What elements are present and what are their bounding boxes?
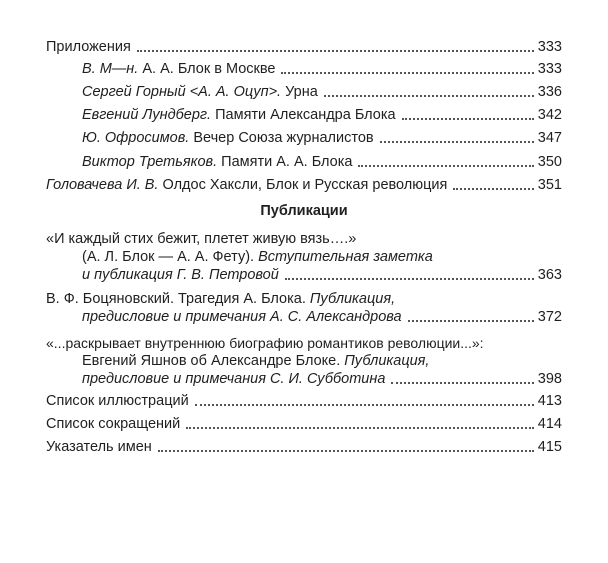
page-number: 398	[537, 371, 562, 387]
toc-entry	[46, 176, 447, 194]
page-number: 333	[537, 39, 562, 55]
toc-row-item	[0, 102, 608, 124]
pub3-line1: «...раскрывает внутреннюю биографию романтиков революции...»:	[46, 335, 484, 351]
dot-leader	[137, 50, 534, 52]
toc-row-illustrations	[0, 388, 608, 410]
toc-row-name-index	[0, 434, 608, 456]
entry-title: Памяти Александра Блока	[215, 107, 396, 123]
dot-leader	[408, 320, 534, 322]
page-number: 351	[537, 177, 562, 193]
toc-entry	[82, 60, 275, 78]
entry-author: Виктор Третьяков.	[82, 154, 218, 170]
dot-leader	[324, 95, 534, 97]
toc-label: Список иллюстраций	[46, 393, 189, 409]
pub3-line3-row	[0, 366, 608, 388]
entry-title: А. А. Блок в Москве	[142, 61, 276, 77]
entry-title: Вечер Союза журналистов	[193, 130, 374, 146]
entry-author: Сергей Горный <А. А. Оцуп>.	[82, 84, 282, 100]
toc-entry	[82, 106, 396, 124]
toc-row-appendices	[0, 34, 608, 56]
entry-author: Евгений Лундберг.	[82, 107, 212, 123]
entry-title: Олдос Хаксли, Блок и Русская революция	[162, 177, 448, 193]
entry-author: Ю. Офросимов.	[82, 130, 190, 146]
toc-label: Приложения	[46, 39, 131, 55]
page-number: 372	[537, 309, 562, 325]
pub1-line1: «И каждый стих бежит, плетет живую вязь….»	[46, 231, 357, 247]
toc-row-item	[0, 56, 608, 78]
toc-row-abbreviations	[0, 411, 608, 433]
pub2-line1-italic: Публикация,	[309, 291, 396, 307]
toc-entry	[82, 153, 352, 171]
dot-leader	[358, 165, 533, 167]
page-number: 336	[537, 84, 562, 100]
page-number: 347	[537, 130, 562, 146]
dot-leader	[186, 427, 534, 429]
dot-leader	[380, 141, 534, 143]
dot-leader	[158, 450, 534, 452]
pub1-line3-row	[0, 262, 608, 284]
pub3-line2-italic: Публикация,	[344, 353, 430, 369]
toc-row-item	[0, 149, 608, 171]
toc-entry	[82, 83, 318, 101]
pub2-line2: предисловие и примечания А. С. Александрова	[82, 309, 402, 325]
pub1-line3: и публикация Г. В. Петровой	[82, 267, 279, 283]
dot-leader	[453, 188, 533, 190]
toc-row-item	[0, 79, 608, 101]
entry-title: Урна	[285, 84, 318, 100]
toc-label: Указатель имен	[46, 439, 152, 455]
page-number: 333	[537, 61, 562, 77]
pub1-line2-italic: Вступительная заметка	[258, 249, 433, 265]
dot-leader	[195, 404, 534, 406]
entry-title: Памяти А. А. Блока	[221, 154, 353, 170]
pub2-line2-row	[0, 304, 608, 326]
page-number: 350	[537, 154, 562, 170]
pub2-line1-plain: В. Ф. Боцяновский. Трагедия А. Блока.	[46, 291, 306, 307]
page-number: 363	[537, 267, 562, 283]
page-number: 415	[537, 439, 562, 455]
section-heading: Публикации	[260, 203, 348, 219]
pub3-line2-plain: Евгений Яшнов об Александре Блоке.	[82, 353, 341, 369]
dot-leader	[285, 278, 534, 280]
dot-leader	[281, 72, 533, 74]
dot-leader	[391, 382, 533, 384]
toc-row-golovacheva	[0, 172, 608, 194]
pub3-line3: предисловие и примечания С. И. Субботина	[82, 371, 386, 387]
toc-entry	[82, 129, 374, 147]
entry-author: В. М—н.	[82, 61, 139, 77]
toc-label: Список сокращений	[46, 416, 181, 432]
dot-leader	[402, 118, 534, 120]
page-number: 342	[537, 107, 562, 123]
page-number: 414	[537, 416, 562, 432]
toc-row-item	[0, 125, 608, 147]
entry-author: Головачева И. В.	[46, 177, 159, 193]
page-number: 413	[537, 393, 562, 409]
pub1-line2-plain: (А. Л. Блок — А. А. Фету).	[82, 249, 255, 265]
